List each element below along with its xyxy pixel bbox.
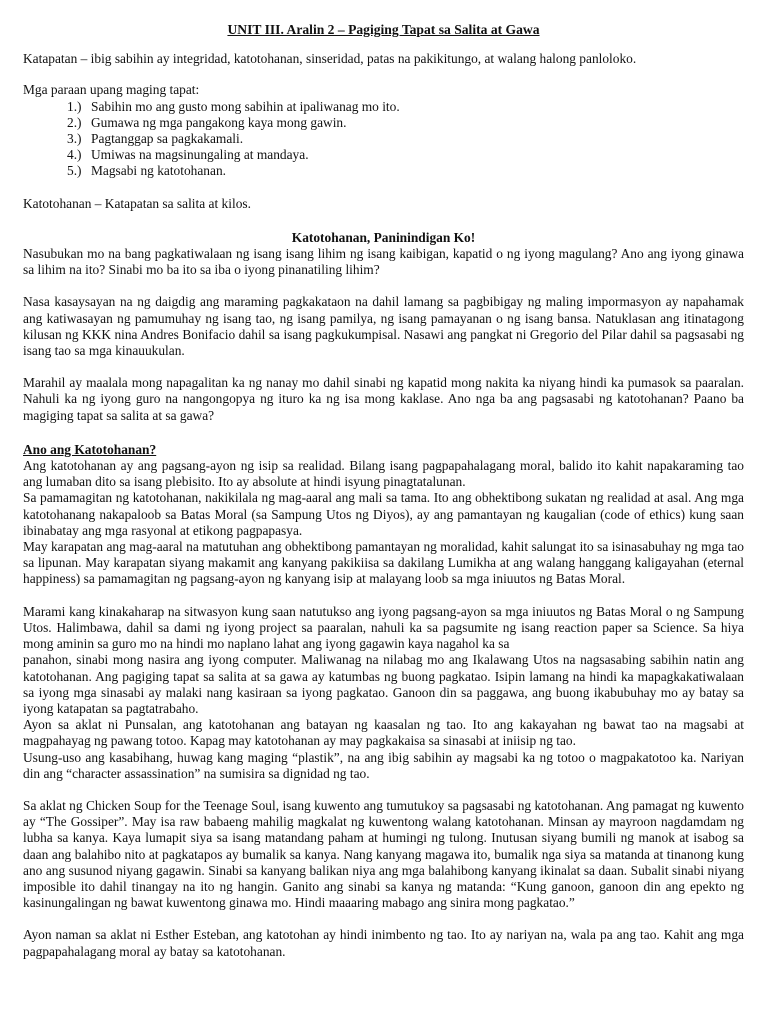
paragraph: Marahil ay maalala mong napagalitan ka ng nanay mo dahil sinabi ng kapatid mong nakita ka niyang hindi ka pumasok sa paaralan. Nahuli ka ng iyong guro na nangongopya ng ituro ka ng isa mong kaklase. Ano nga ba ang pagsasabi ng katotohanan? Paano ba magiging tapat sa salita at sa gawa? bbox=[23, 375, 744, 423]
paragraph: May karapatan ang mag-aaral na matutuhan ang obhektibong pamantayan ng moralidad, kahit salungat ito sa isinasabuhay ng mga tao sa lipunan. May karapatan siyang makamit ang kanyang pakikiisa sa dakilang Lumikha at ang walang hanggang kaligayahan (eternal happiness) sa pamamagitan ng pagsang-ayon ng kanyang isip at malayang loob sa mga iniuutos ng Batas Moral. bbox=[23, 539, 744, 587]
list-item: 3.) Pagtanggap sa pagkakamali. bbox=[67, 131, 244, 147]
definition-katapatan: Katapatan – ibig sabihin ay integridad, katotohanan, sinseridad, patas na pakikitungo, at walang halong panloloko. bbox=[23, 51, 637, 67]
page-title: UNIT III. Aralin 2 – Pagiging Tapat sa Salita at Gawa bbox=[227, 22, 540, 37]
section-heading: Ano ang Katotohanan? bbox=[23, 441, 157, 457]
paragraph: Ang katotohanan ay ang pagsang-ayon ng isip sa realidad. Bilang isang pagpapahalagang moral, balido ito kahit napakaraming tao ang lumaban dito sa isang plebisito. Ito ay absolute at hindi isyung pinagtatalunan. bbox=[23, 458, 744, 490]
paragraph: Nasubukan mo na bang pagkatiwalaan ng isang isang lihim ng isang kaibigan, kapatid o ng iyong magulang? Ano ang iyong ginawa sa lihim na ito? Sinabi mo ba ito sa iba o iyong pinanatiling lihim? bbox=[23, 246, 744, 278]
paragraph: Nasa kasaysayan na ng daigdig ang maraming pagkakataon na dahil lamang sa pagbibigay ng maling impormasyon ay napahamak ang katiwasayan ng pamumuhay ng isang tao, ng isang pamilya, ng isang pamayanan o ng isang bansa. Natuklasan ang itinatagong kilusan ng KKK nina Andres Bonifacio dahil sa isang pagkukumpisal. Nasawi ang pangkat ni Gregorio del Pilar dahil sa pagsasabi ng isang tao sa mga kinauukulan. bbox=[23, 294, 744, 359]
paragraph: Sa aklat ng Chicken Soup for the Teenage Soul, isang kuwento ang tumutukoy sa pagsasabi ng katotohanan. Ang pamagat ng kuwento ay “The Gossiper”. May isa raw babaeng mahilig magkalat ng kuwentong walang katotohanan. Minsan ay mayroon nagdamdam ng lubha sa kanya. Kaya lumapit siya sa isang matandang paham at humingi ng tulong. Inutusan siyang bumili ng manok at isabog sa daan ang balahibo nito at pagkatapos ay bumalik sa kanya. Nang kanyang magawa ito, bumalik nga siya sa matanda at tinanong kung ano ang susunod niyang gagawin. Sinabi sa kanyang balikan niya ang mga balahibong kanyang ikinalat sa daan. Subalit sinabi niyang imposible ito dahil tinangay na ito ng hangin. Ganito ang sinabi sa kanya ng matanda: “Kung ganoon, ganoon din ang epekto ng kasinungalingan ng bawat kuwentong ginawa mo. Hindi maaaring mabago ang sinira mong pagkatao.” bbox=[23, 797, 744, 911]
definition-katotohanan: Katotohanan – Katapatan sa salita at kilos. bbox=[23, 195, 251, 211]
paragraph: panahon, sinabi mong nasira ang iyong computer. Maliwanag na nilabag mo ang Ikalawang Utos na nagsasabing sabihin natin ang katotohanan. Ang pagiging tapat sa salita at sa gawa ay katumbas ng buong pagkatao. Isipin lamang na hindi ka mapagkakatiwalaan sa iyong mga sinasabi ay malaki nang kasiraan sa iyong pagkatao. Ganoon din sa paggawa, ang buong ikabubuhay mo ay batay sa iyong katapatan sa pagtatrabaho. bbox=[23, 652, 744, 716]
paragraph: Ayon naman sa aklat ni Esther Esteban, ang katotohan ay hindi inimbento ng tao. Ito ay nariyan na, wala pa ang tao. Kahit ang mga pagpapahalagang moral ay batay sa katotohanan. bbox=[23, 927, 744, 959]
list-item: 5.) Magsabi ng katotohanan. bbox=[67, 163, 226, 179]
list-item: 2.) Gumawa ng mga pangakong kaya mong gawin. bbox=[67, 114, 347, 130]
list-item: 4.) Umiwas na magsinungaling at mandaya. bbox=[67, 147, 309, 163]
ways-intro: Mga paraan upang maging tapat: bbox=[23, 82, 200, 98]
paragraph: Marami kang kinakaharap na sitwasyon kung saan natutukso ang iyong pagsang-ayon sa mga iniuutos ng Batas Moral o ng Sampung Utos. Halimbawa, dahil sa dami ng iyong project sa paaralan, nahuli ka sa pagsumite ng isang reaction paper sa Science. Sa hiya mong aminin sa guro mo na hindi mo naplano lahat ang iyong gagawin kaya nagahol ka sa bbox=[23, 603, 744, 652]
list-item: 1.) Sabihin mo ang gusto mong sabihin at ipaliwanag mo ito. bbox=[67, 98, 400, 114]
paragraph: Sa pamamagitan ng katotohanan, nakikilala ng mag-aaral ang mali sa tama. Ito ang obhektibong sukatan ng realidad at asal. Ang mga katotohanang nakapaloob sa Batas Moral (sa Sampung Utos ng Diyos), ay ang pamantayan ng kaugalian (code of ethics) kung saan ibinabatay ang mga rasyonal at etikong pagpapasya. bbox=[23, 490, 744, 538]
paragraph: Ayon sa aklat ni Punsalan, ang katotohanan ang batayan ng kaasalan ng tao. Ito ang kakayahan ng bawat tao na magsabi at magpahayag ng pawang totoo. Kapag may katotohanan ay may pagkakaisa sa sinasabi at iniisip ng tao. bbox=[23, 717, 744, 749]
section-heading: Katotohanan, Paninindigan Ko! bbox=[291, 229, 476, 245]
paragraph: Usung-uso ang kasabihang, huwag kang maging “plastik”, na ang ibig sabihin ay magsabi ka ng totoo o magpakatotoo ka. Nariyan din ang “character assassination” na sumisira sa dignidad ng tao. bbox=[23, 749, 744, 781]
ways-list bbox=[23, 99, 744, 180]
